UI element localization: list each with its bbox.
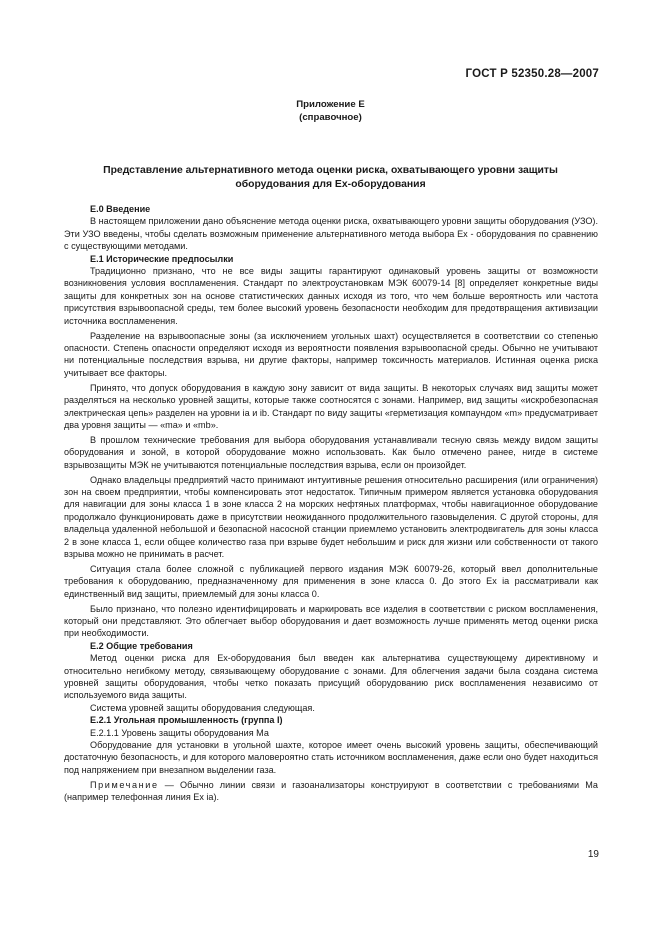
section-heading-e2: Е.2 Общие требования bbox=[90, 640, 193, 651]
note-label: Примечание bbox=[90, 779, 159, 790]
paragraph: Однако владельцы предприятий часто принимают интуитивные решения относительно расширения (или ограничения) зон на своем предприятии, чтобы компенсировать этот недостаток. Типичным примером является установка оборудования для навигации для зоны класса 1 в зоне класса 2 на морских нефтяных платформах, чтобы навигационное оборудование продолжало функционировать даже в присутствии неожиданного продолжительного газовыделения. С другой стороны, для владельца удаленной небольшой и безопасной насосной станции приемлемо установить электродвигатель для зоны класса 2 в зоне класса 1, если общее количество газа при взрыве будет небольшим и риск для жизни или собственности от такого взрыва можно не принимать в расчет. bbox=[64, 474, 598, 559]
paragraph: В прошлом технические требования для выбора оборудования устанавливали тесную связь между видом защиты оборудования и зоной, в которой оборудование можно использовать. Как было отмечено ранее, нигде в системе взрывозащиты МЭК не учитываются потенциальные последствия взрыва, если он произойдет. bbox=[64, 434, 598, 470]
paragraph: Оборудование для установки в угольной шахте, которое имеет очень высокий уровень защиты, обеспечивающий достаточную безопасность, и для которого маловероятно стать источником воспламенения, даже если оно будет находиться под напряжением при внезапном выделении газа. bbox=[64, 740, 598, 775]
paragraph: Ситуация стала более сложной с публикацией первого издания МЭК 60079-26, который ввел дополнительные требования к оборудованию, предназначенному для применения в зоне класса 0. До этого Ex ia рассматривали как единственный вид защиты, приемлемый для зоны класса 0. bbox=[64, 563, 598, 599]
section-heading-e0: Е.0 Введение bbox=[90, 204, 151, 214]
paragraph: Метод оценки риска для Ex-оборудования был введен как альтернатива существующему директивному и относительно негибкому методу, связывающему оборудование с зонами. Для облегчения задачи была создана система уровней защиты оборудования, чтобы четко показать присущий оборудованию риск воспламенения независимо от используемого вида защиты. bbox=[64, 653, 598, 701]
appendix-label: Приложение Е bbox=[296, 99, 365, 110]
note bbox=[64, 779, 598, 804]
main-title bbox=[70, 164, 591, 192]
main-title-line-2: оборудования для Ex-оборудования bbox=[235, 179, 426, 190]
section-heading-e21: Е.2.1 Угольная промышленность (группа I) bbox=[90, 715, 283, 726]
note-text: — Обычно линии связи и газоанализаторы конструируют в соответствии с требованиями Ма (например телефонная линия Ex ia). bbox=[64, 779, 598, 803]
paragraph: Было признано, что полезно идентифицировать и маркировать все изделия в соответствии с риском воспламенения, который они представляют. Это облегчает выбор оборудования и дает возможность лучше применять метод оценки риска при необходимости. bbox=[64, 603, 598, 639]
subsection-label-e211: Е.2.1.1 Уровень защиты оборудования Ма bbox=[90, 727, 269, 738]
document-body bbox=[64, 203, 598, 804]
section-heading-e1: Е.1 Исторические предпосылки bbox=[90, 253, 234, 264]
page-number: 19 bbox=[587, 849, 599, 860]
standard-code: ГОСТ Р 52350.28—2007 bbox=[465, 68, 599, 80]
main-title-line-1: Представление альтернативного метода оценки риска, охватывающего уровни защиты bbox=[103, 165, 558, 176]
appendix-type: (справочное) bbox=[299, 112, 362, 123]
paragraph: Принято, что допуск оборудования в каждую зону зависит от вида защиты. В некоторых случаях вид защиты может разделяться на несколько уровней защиты, которые также соотносятся с зонами. Например, вид защиты «искробезопасная электрическая цепь» разделен на уровни ia и ib. Стандарт по виду защиты «герметизация компаундом «m» предусматривает два уровня защиты — «ma» и «mb». bbox=[64, 382, 598, 430]
paragraph: Разделение на взрывоопасные зоны (за исключением угольных шахт) осуществляется в соответствии со степенью опасности. Степень опасности определяют исходя из вероятности появления взрывоопасной среды. Обычно не учитывают ни потенциальные последствия взрыва, ни другие факторы, например токсичность материалов. Истинная оценка риска учитывает все факторы. bbox=[64, 330, 598, 378]
paragraph: В настоящем приложении дано объяснение метода оценки риска, охватывающего уровни защиты оборудования (УЗО). Эти УЗО введены, чтобы сделать возможным применение альтернативного метода выбора Ex - оборудования по сравнению с существующими методами. bbox=[64, 216, 598, 252]
appendix-header bbox=[0, 98, 661, 124]
paragraph: Традиционно признано, что не все виды защиты гарантируют одинаковый уровень защиты от возможности возникновения условия воспламенения. Стандарт по электроустановкам МЭК 60079-14 [8] определяет конкретные виды защиты для конкретных зон на основе статистических данных исходя из того, что чем больше вероятность или частота присутствия взрывоопасной среды, тем более высокий уровень безопасности необходим для предотвращения активизации источника воспламенения. bbox=[64, 266, 598, 326]
paragraph: Система уровней защиты оборудования следующая. bbox=[90, 702, 315, 713]
